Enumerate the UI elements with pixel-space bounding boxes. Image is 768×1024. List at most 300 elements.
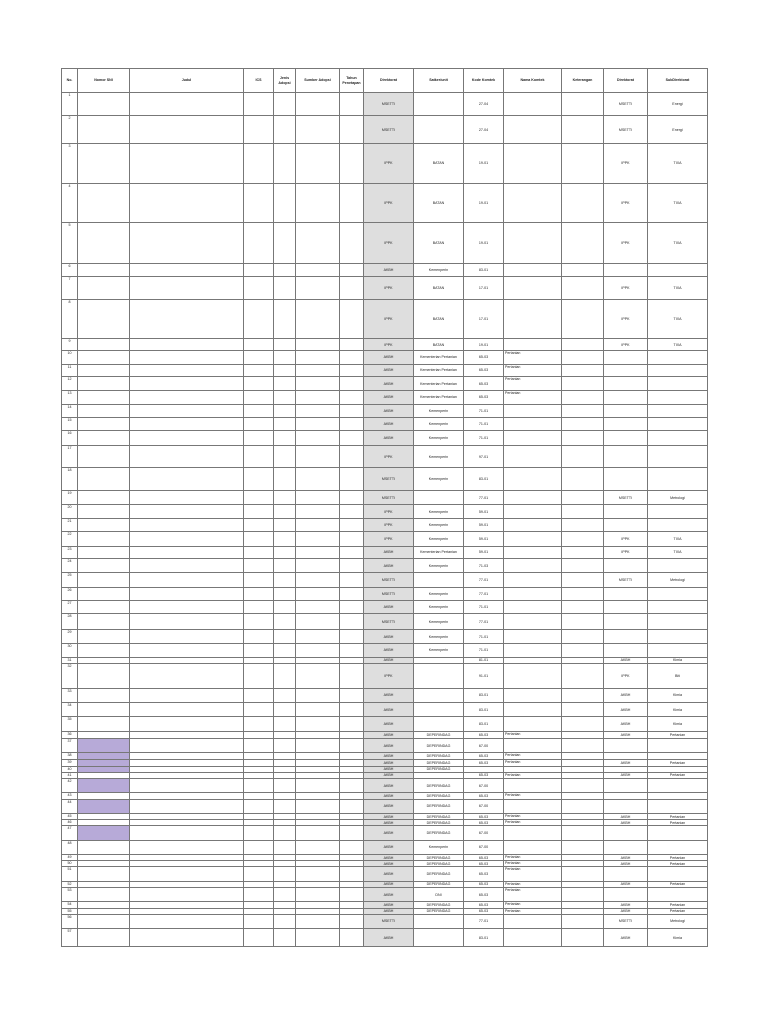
tahun-penetapan-cell [340,183,364,222]
row-number: 47 [62,826,78,840]
nama-komtek-cell [504,717,562,731]
direktorat-komtek-cell: AKBH [604,820,648,826]
judul-cell [130,277,244,300]
judul-cell [130,468,244,491]
nomor-sni-cell [78,778,130,792]
direktorat-komtek-cell [604,351,648,364]
tahun-penetapan-cell [340,929,364,947]
keterangan-cell [562,914,604,928]
tahun-penetapan-cell [340,702,364,716]
kode-komtek-cell: 19-01 [464,338,504,350]
subdirektorat-cell: TIXA [648,532,708,546]
judul-cell [130,93,244,116]
subdirektorat-cell: TIXA [648,144,708,183]
jenis-adopsi-cell [274,717,296,731]
direktorat-komtek-cell [604,738,648,752]
satker-cell: DEPERINDAG [414,881,464,887]
subdirektorat-cell: Biti [648,663,708,688]
sumber-adopsi-cell [296,644,340,657]
direktorat-komtek-cell [604,404,648,417]
jenis-adopsi-cell [274,887,296,901]
jenis-adopsi-cell [274,573,296,587]
subdirektorat-cell [648,867,708,881]
nama-komtek-cell [504,115,562,144]
tahun-penetapan-cell [340,558,364,572]
row-number: 51 [62,867,78,881]
satker-cell: DEPERINDAG [414,799,464,813]
subdirektorat-cell: TIXA [648,338,708,350]
keterangan-cell [562,376,604,390]
nomor-sni-cell [78,826,130,840]
ics-cell [244,753,274,760]
direktorat-komtek-cell: AKBH [604,702,648,716]
nomor-sni-cell [78,914,130,928]
judul-cell [130,717,244,731]
nomor-sni-cell [78,614,130,629]
satker-cell: DEPERINDAG [414,753,464,760]
nama-komtek-cell [504,601,562,614]
subdirektorat-cell [648,418,708,431]
kode-komtek-cell: 83-01 [464,929,504,947]
direktorat-komtek-cell [604,587,648,600]
direktorat-cell: MSETTI [364,587,414,600]
nama-komtek-cell [504,614,562,629]
kode-komtek-cell: 71-01 [464,418,504,431]
keterangan-cell [562,93,604,116]
nomor-sni-cell [78,738,130,752]
table-row [62,753,708,760]
jenis-adopsi-cell [274,914,296,928]
nomor-sni-cell [78,840,130,854]
keterangan-cell [562,299,604,338]
direktorat-cell: AKBH [364,813,414,819]
tahun-penetapan-cell [340,644,364,657]
direktorat-komtek-cell: AKBH [604,717,648,731]
row-number: 2 [62,115,78,144]
row-number: 54 [62,902,78,908]
row-number: 7 [62,277,78,300]
row-number: 38 [62,753,78,760]
subdirektorat-cell: TIXA [648,299,708,338]
direktorat-komtek-cell: AKBH [604,772,648,778]
nama-komtek-cell: Pertanian [504,753,562,760]
kode-komtek-cell: 67-00 [464,826,504,840]
nama-komtek-cell [504,702,562,716]
ics-cell [244,115,274,144]
tahun-penetapan-cell [340,738,364,752]
judul-cell [130,532,244,546]
subdirektorat-cell [648,431,708,445]
table-row [62,391,708,404]
table-row [62,688,708,702]
table-row [62,614,708,629]
table-row [62,840,708,854]
satker-cell [414,914,464,928]
keterangan-cell [562,263,604,276]
header-sumber-adopsi: Sumber Adopsi [296,69,340,93]
kode-komtek-cell: 59-01 [464,546,504,558]
row-number: 53 [62,887,78,901]
ics-cell [244,663,274,688]
direktorat-komtek-cell [604,505,648,518]
nomor-sni-cell [78,601,130,614]
direktorat-komtek-cell [604,601,648,614]
nama-komtek-cell [504,445,562,468]
tahun-penetapan-cell [340,587,364,600]
row-number: 9 [62,338,78,350]
kode-komtek-cell: 65-03 [464,793,504,799]
sumber-adopsi-cell [296,826,340,840]
tahun-penetapan-cell [340,418,364,431]
sni-table [61,68,708,947]
satker-cell: Kemenperin [414,431,464,445]
nomor-sni-cell [78,587,130,600]
keterangan-cell [562,277,604,300]
satker-cell: DEPERINDAG [414,867,464,881]
direktorat-cell: AKBH [364,867,414,881]
sumber-adopsi-cell [296,614,340,629]
nomor-sni-cell [78,338,130,350]
table-row [62,468,708,491]
keterangan-cell [562,418,604,431]
row-number: 33 [62,688,78,702]
row-number: 28 [62,614,78,629]
direktorat-cell: AKBH [364,820,414,826]
table-row [62,376,708,390]
nomor-sni-cell [78,644,130,657]
sumber-adopsi-cell [296,799,340,813]
judul-cell [130,431,244,445]
kode-komtek-cell: 65-03 [464,391,504,404]
direktorat-cell: AKBH [364,702,414,716]
jenis-adopsi-cell [274,532,296,546]
direktorat-cell: IPPK [364,144,414,183]
direktorat-cell: MSETTI [364,491,414,505]
row-number: 32 [62,663,78,688]
subdirektorat-cell [648,364,708,376]
sumber-adopsi-cell [296,391,340,404]
direktorat-cell: AKBH [364,418,414,431]
subdirektorat-cell [648,840,708,854]
jenis-adopsi-cell [274,753,296,760]
satker-cell: Kemenperin [414,532,464,546]
direktorat-komtek-cell: IPPK [604,532,648,546]
kode-komtek-cell: 91-01 [464,663,504,688]
direktorat-komtek-cell: IPPK [604,663,648,688]
ics-cell [244,183,274,222]
nama-komtek-cell: Pertanian [504,376,562,390]
judul-cell [130,263,244,276]
header-direktorat-komtek: Direktorat [604,69,648,93]
tahun-penetapan-cell [340,468,364,491]
row-number: 41 [62,772,78,778]
kode-komtek-cell: 65-03 [464,753,504,760]
judul-cell [130,587,244,600]
direktorat-cell: IPPK [364,518,414,531]
row-number: 26 [62,587,78,600]
jenis-adopsi-cell [274,351,296,364]
satker-cell: Kemenperin [414,518,464,531]
direktorat-komtek-cell [604,468,648,491]
ics-cell [244,558,274,572]
direktorat-cell: AKBH [364,738,414,752]
direktorat-komtek-cell [604,753,648,760]
table-row [62,799,708,813]
jenis-adopsi-cell [274,840,296,854]
kode-komtek-cell: 59-01 [464,532,504,546]
judul-cell [130,351,244,364]
sumber-adopsi-cell [296,518,340,531]
satker-cell: BATAN [414,183,464,222]
nama-komtek-cell: Pertanian [504,902,562,908]
keterangan-cell [562,532,604,546]
header-tahun-penetapan: Tahun Penetapan [340,69,364,93]
satker-cell: Kemenperin [414,404,464,417]
row-number: 14 [62,404,78,417]
row-number: 40 [62,766,78,772]
row-number: 25 [62,573,78,587]
nama-komtek-cell [504,840,562,854]
keterangan-cell [562,445,604,468]
direktorat-cell: AKBH [364,826,414,840]
direktorat-komtek-cell [604,418,648,431]
jenis-adopsi-cell [274,391,296,404]
kode-komtek-cell: 65-03 [464,731,504,738]
nomor-sni-cell [78,144,130,183]
header-satker-unit: Satker/unit [414,69,464,93]
ics-cell [244,826,274,840]
ics-cell [244,222,274,263]
satker-cell: Kemenperin [414,445,464,468]
direktorat-cell: AKBH [364,772,414,778]
subdirektorat-cell [648,614,708,629]
ics-cell [244,914,274,928]
sumber-adopsi-cell [296,338,340,350]
table-row [62,263,708,276]
sumber-adopsi-cell [296,546,340,558]
sumber-adopsi-cell [296,431,340,445]
satker-cell: Kementerian Pertanian [414,364,464,376]
ics-cell [244,299,274,338]
nama-komtek-cell [504,546,562,558]
kode-komtek-cell: 77-01 [464,573,504,587]
direktorat-cell: AKBH [364,908,414,914]
ics-cell [244,532,274,546]
sumber-adopsi-cell [296,601,340,614]
kode-komtek-cell: 77-01 [464,587,504,600]
nama-komtek-cell [504,929,562,947]
tahun-penetapan-cell [340,277,364,300]
jenis-adopsi-cell [274,601,296,614]
satker-cell: Kemenperin [414,418,464,431]
direktorat-cell: AKBH [364,351,414,364]
row-number: 49 [62,855,78,861]
ics-cell [244,929,274,947]
tahun-penetapan-cell [340,364,364,376]
satker-cell: BATAN [414,144,464,183]
nomor-sni-cell [78,929,130,947]
sumber-adopsi-cell [296,753,340,760]
jenis-adopsi-cell [274,688,296,702]
subdirektorat-cell [648,826,708,840]
satker-cell [414,663,464,688]
kode-komtek-cell: 17-01 [464,299,504,338]
subdirektorat-cell [648,404,708,417]
sumber-adopsi-cell [296,629,340,643]
nomor-sni-cell [78,431,130,445]
ics-cell [244,629,274,643]
jenis-adopsi-cell [274,277,296,300]
nama-komtek-cell [504,629,562,643]
satker-cell: Kemenperin [414,840,464,854]
header-row [62,69,708,93]
keterangan-cell [562,351,604,364]
row-number: 34 [62,702,78,716]
table-row [62,431,708,445]
header-nomor-sni: Nomor SNI [78,69,130,93]
nomor-sni-cell [78,222,130,263]
sumber-adopsi-cell [296,445,340,468]
direktorat-cell: MSETTI [364,468,414,491]
direktorat-cell: AKBH [364,601,414,614]
nama-komtek-cell [504,431,562,445]
kode-komtek-cell: 67-00 [464,778,504,792]
direktorat-cell: AKBH [364,881,414,887]
tahun-penetapan-cell [340,629,364,643]
nomor-sni-cell [78,558,130,572]
table-row [62,738,708,752]
sumber-adopsi-cell [296,778,340,792]
satker-cell [414,93,464,116]
keterangan-cell [562,518,604,531]
subdirektorat-cell [648,753,708,760]
direktorat-cell: AKBH [364,391,414,404]
keterangan-cell [562,614,604,629]
nomor-sni-cell [78,115,130,144]
judul-cell [130,144,244,183]
tahun-penetapan-cell [340,532,364,546]
nomor-sni-cell [78,688,130,702]
kode-komtek-cell: 83-01 [464,468,504,491]
tahun-penetapan-cell [340,799,364,813]
nomor-sni-cell [78,491,130,505]
row-number: 48 [62,840,78,854]
tahun-penetapan-cell [340,840,364,854]
judul-cell [130,573,244,587]
subdirektorat-cell [648,263,708,276]
sumber-adopsi-cell [296,573,340,587]
row-number: 56 [62,914,78,928]
ics-cell [244,546,274,558]
direktorat-komtek-cell: IPPK [604,546,648,558]
tahun-penetapan-cell [340,404,364,417]
kode-komtek-cell: 19-01 [464,183,504,222]
nomor-sni-cell [78,183,130,222]
direktorat-komtek-cell [604,799,648,813]
kode-komtek-cell: 83-01 [464,702,504,716]
tahun-penetapan-cell [340,826,364,840]
subdirektorat-cell [648,391,708,404]
tahun-penetapan-cell [340,505,364,518]
nama-komtek-cell: Pertanian [504,364,562,376]
direktorat-komtek-cell [604,376,648,390]
judul-cell [130,914,244,928]
ics-cell [244,688,274,702]
tahun-penetapan-cell [340,222,364,263]
subdirektorat-cell: Pertanian [648,760,708,766]
nama-komtek-cell: Pertanian [504,908,562,914]
nama-komtek-cell: Pertanian [504,760,562,766]
judul-cell [130,702,244,716]
direktorat-cell: AKBH [364,753,414,760]
direktorat-komtek-cell: AKBH [604,760,648,766]
satker-cell: BATAN [414,299,464,338]
ics-cell [244,717,274,731]
ics-cell [244,93,274,116]
nama-komtek-cell: Pertanian [504,351,562,364]
subdirektorat-cell [648,468,708,491]
satker-cell: Kementerian Pertanian [414,351,464,364]
jenis-adopsi-cell [274,663,296,688]
direktorat-komtek-cell [604,518,648,531]
tahun-penetapan-cell [340,299,364,338]
jenis-adopsi-cell [274,587,296,600]
judul-cell [130,491,244,505]
jenis-adopsi-cell [274,418,296,431]
nama-komtek-cell [504,778,562,792]
header-jenis-adopsi: Jenis Adopsi [274,69,296,93]
keterangan-cell [562,629,604,643]
jenis-adopsi-cell [274,799,296,813]
sumber-adopsi-cell [296,929,340,947]
keterangan-cell [562,887,604,901]
direktorat-komtek-cell: AKBH [604,731,648,738]
sumber-adopsi-cell [296,115,340,144]
judul-cell [130,753,244,760]
sumber-adopsi-cell [296,222,340,263]
direktorat-cell: AKBH [364,840,414,854]
jenis-adopsi-cell [274,826,296,840]
kode-komtek-cell: 67-00 [464,840,504,854]
table-row [62,445,708,468]
nomor-sni-cell [78,573,130,587]
table-row [62,867,708,881]
nomor-sni-cell [78,518,130,531]
direktorat-cell: IPPK [364,663,414,688]
nama-komtek-cell [504,573,562,587]
satker-cell: BATAN [414,277,464,300]
direktorat-cell: AKBH [364,760,414,766]
kode-komtek-cell: 71-01 [464,601,504,614]
jenis-adopsi-cell [274,468,296,491]
keterangan-cell [562,799,604,813]
ics-cell [244,418,274,431]
sumber-adopsi-cell [296,532,340,546]
kode-komtek-cell: 65-03 [464,908,504,914]
nama-komtek-cell [504,144,562,183]
satker-cell: Kemenperin [414,601,464,614]
direktorat-cell: MSETTI [364,914,414,928]
direktorat-cell: AKBH [364,902,414,908]
keterangan-cell [562,717,604,731]
table-row [62,144,708,183]
row-number: 46 [62,820,78,826]
table-row [62,629,708,643]
kode-komtek-cell: 27-04 [464,115,504,144]
satker-cell: Kemenperin [414,644,464,657]
direktorat-cell: AKBH [364,793,414,799]
satker-cell [414,717,464,731]
